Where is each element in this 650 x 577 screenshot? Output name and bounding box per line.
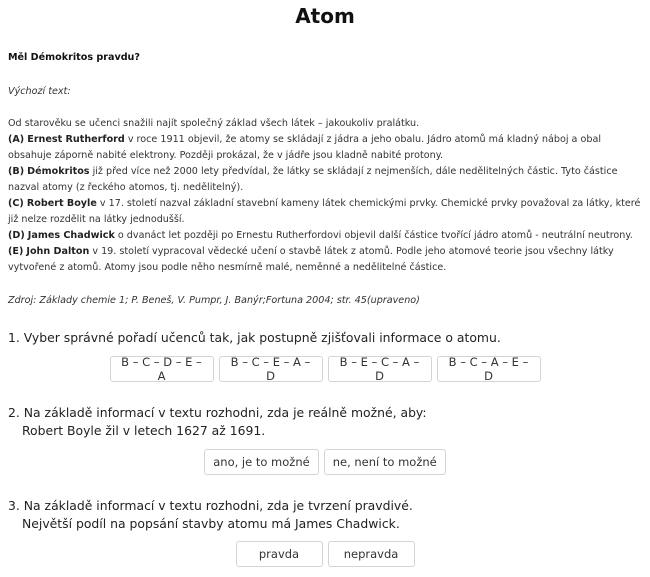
true-button[interactable]: pravda <box>236 541 323 567</box>
source-text-block <box>8 50 642 309</box>
item-text: již před více než 2000 lety předvídal, že látky se skládají z nejmenších, dále nedělitelných částic. Tyto částice nazval atomy (z řeckého atomos, tj. nedělitelný). <box>8 166 618 193</box>
question-3-text: 3. Na základě informací v textu rozhodni, zda je tvrzení pravdivé. <box>8 498 413 513</box>
question-3 <box>8 497 642 533</box>
item-prefix: (B) <box>8 166 25 177</box>
question-2-statement: Robert Boyle žil v letech 1627 až 1691. <box>22 423 266 438</box>
question-2 <box>8 404 642 440</box>
item-prefix: (E) <box>8 246 24 257</box>
source-item <box>8 244 642 276</box>
question-3-options <box>0 541 650 567</box>
intro-label: Výchozí text: <box>8 86 71 97</box>
item-text: v 17. století nazval základní stavební kameny látek chemickými prvky. Chemické prvky považoval za látky, které již nelze rozdělit na látky jednodušší. <box>8 198 641 225</box>
item-prefix: (C) <box>8 198 24 209</box>
item-name: Ernest Rutherford <box>27 134 125 145</box>
order-option-button[interactable]: B – C – D – E – A <box>110 356 214 382</box>
citation: Zdroj: Základy chemie 1; P. Beneš, V. Pumpr, J. Banýr;Fortuna 2004; str. 45(upraveno) <box>8 295 420 306</box>
order-option-button[interactable]: B – C – A – E – D <box>437 356 541 382</box>
source-item <box>8 196 642 228</box>
question-1 <box>8 329 642 347</box>
page-title: Atom <box>295 4 355 28</box>
question-1-options <box>0 356 650 382</box>
question-1-text: 1. Vyber správné pořadí učenců tak, jak postupně zjišťovali informace o atomu. <box>8 330 501 345</box>
question-2-text: 2. Na základě informací v textu rozhodni, zda je reálně možné, aby: <box>8 405 427 420</box>
order-option-button[interactable]: B – C – E – A – D <box>219 356 323 382</box>
question-3-statement: Největší podíl na popsání stavby atomu má James Chadwick. <box>22 516 400 531</box>
source-question: Měl Démokritos pravdu? <box>8 52 140 63</box>
item-name: Démokritos <box>27 166 90 177</box>
order-option-button[interactable]: B – E – C – A – D <box>328 356 432 382</box>
source-lead: Od starověku se učenci snažili najít společný základ všech látek – jakoukoliv pralátku. <box>8 118 420 129</box>
no-not-possible-button[interactable]: ne, není to možné <box>324 449 446 475</box>
item-name: James Chadwick <box>27 230 115 241</box>
item-text: v 19. století vypracoval vědecké učení o stavbě látek z atomů. Podle jeho atomové teorie jsou všechny látky vytvořené z atomů. Atomy jsou podle něho nesmírně malé, neměnné a nedělitelné částice. <box>8 246 614 273</box>
item-prefix: (A) <box>8 134 25 145</box>
source-item <box>8 132 642 164</box>
source-item <box>8 164 642 196</box>
item-text: o dvanáct let později po Ernestu Rutherfordovi objevil další částice tvořící jádro atomů - neutrální neutrony. <box>114 230 633 241</box>
item-name: Robert Boyle <box>26 198 97 209</box>
source-item <box>8 228 642 244</box>
item-text: v roce 1911 objevil, že atomy se skládají z jádra a jeho obalu. Jádro atomů má kladný náboj a obal obsahuje záporně nabité elektrony. Později prokázal, že v jádře jsou kladně nabité protony. <box>8 134 601 161</box>
item-name: John Dalton <box>26 246 90 257</box>
item-prefix: (D) <box>8 230 25 241</box>
false-button[interactable]: nepravda <box>328 541 415 567</box>
question-2-options <box>0 449 650 475</box>
yes-possible-button[interactable]: ano, je to možné <box>204 449 318 475</box>
